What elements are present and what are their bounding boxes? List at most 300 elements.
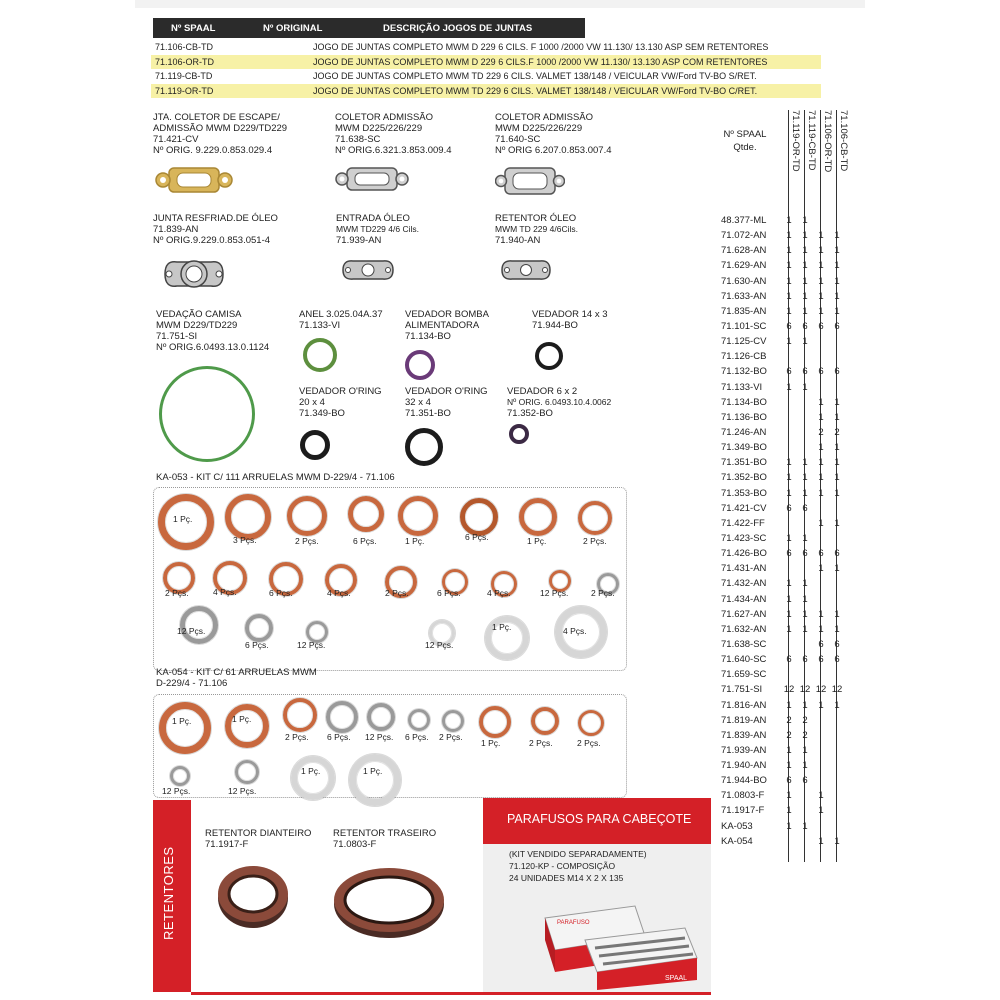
qty-cell: 2 <box>802 714 808 726</box>
code-row <box>151 69 821 84</box>
qty-row-code: 71.434-AN <box>721 593 767 605</box>
washer-qty-label: 4 Pçs. <box>327 588 351 598</box>
qty-row-code: 71.126-CB <box>721 351 767 363</box>
qty-cell: 1 <box>818 275 824 287</box>
oil-cooler-gasket-image <box>155 254 233 294</box>
qty-cell: 1 <box>802 215 808 226</box>
qty-row <box>721 774 861 789</box>
label-line: MWM D225/226/229 <box>495 123 583 134</box>
qty-cell: 1 <box>786 215 792 226</box>
qty-cell: 1 <box>786 457 792 469</box>
qty-cell: 1 <box>786 744 792 756</box>
washer-qty-label: 2 Pçs. <box>165 588 189 598</box>
qty-cell: 6 <box>818 548 824 560</box>
washer <box>460 498 498 536</box>
qty-cell: 1 <box>802 305 808 317</box>
qty-row-code: 71.426-BO <box>721 548 767 560</box>
qty-cell: 1 <box>786 336 792 348</box>
qty-cell: 12 <box>831 684 843 696</box>
qty-cell: 2 <box>802 729 808 741</box>
parafusos-text <box>509 848 647 884</box>
qty-cell: 6 <box>802 366 808 378</box>
qty-cell: 1 <box>802 245 808 257</box>
qty-row-code: 71.423-SC <box>721 532 767 544</box>
label-line: MWM TD229 4/6 Cils. <box>336 224 419 234</box>
washer <box>578 501 612 535</box>
header-spaal: Nº SPAAL <box>171 23 216 34</box>
qty-cell: 1 <box>834 275 840 287</box>
qty-row <box>721 396 861 411</box>
qty-row <box>721 547 861 562</box>
label-line: 71.134-BO <box>405 331 451 342</box>
washer <box>348 496 384 532</box>
header-description: DESCRIÇÃO JOGOS DE JUNTAS <box>383 23 533 34</box>
label-line: MWM D225/226/229 <box>335 123 423 134</box>
qty-cell: 1 <box>818 245 824 257</box>
qty-cell: 1 <box>786 578 792 590</box>
qty-cell: 1 <box>834 245 840 257</box>
qty-row-code: 71.072-AN <box>721 230 767 242</box>
qty-row-code: 71.939-AN <box>721 744 767 756</box>
washer <box>180 606 218 644</box>
code-row-code: 71.106-OR-TD <box>155 56 215 67</box>
qty-cell: 12 <box>815 684 827 696</box>
qty-cell: 1 <box>802 487 808 499</box>
retentores-bar <box>153 800 191 992</box>
code-row-code: 71.119-OR-TD <box>155 85 214 96</box>
label-line: VEDAÇÃO CAMISA <box>156 309 242 320</box>
qty-cell: 1 <box>834 230 840 242</box>
qty-row <box>721 517 861 532</box>
qty-cell: 1 <box>818 305 824 317</box>
qty-row-code: 71.349-BO <box>721 442 767 454</box>
part-ring-label <box>299 309 383 331</box>
washer <box>408 709 430 731</box>
washer <box>225 704 269 748</box>
qty-cell: 1 <box>818 487 824 499</box>
qty-cell: 1 <box>818 411 824 423</box>
qty-cell: 1 <box>802 472 808 484</box>
front-seal-image <box>215 862 291 930</box>
qty-row <box>721 335 861 350</box>
qty-row-code: 71.940-AN <box>721 760 767 772</box>
qty-cell: 6 <box>802 548 808 560</box>
qty-cell: 1 <box>786 593 792 605</box>
qty-row-code: 71.132-BO <box>721 366 767 378</box>
qty-cell: 1 <box>818 699 824 711</box>
qty-cell: 1 <box>786 623 792 635</box>
washer <box>519 498 557 536</box>
qty-cell: 1 <box>834 563 840 575</box>
label-line: COLETOR ADMISSÃO <box>495 112 594 123</box>
washer-qty-label: 12 Pçs. <box>365 732 394 742</box>
code-row-code: 71.106-CB-TD <box>155 42 214 52</box>
qty-cell: 1 <box>786 381 792 393</box>
col-head-119-cb: 71.119-CB-TD <box>806 110 817 171</box>
qty-row <box>721 759 861 774</box>
label-line: 71.421-CV <box>153 134 199 145</box>
qty-row-code: 71.246-AN <box>721 426 767 438</box>
qty-row <box>721 699 861 714</box>
label-line: COLETOR ADMISSÃO <box>335 112 434 123</box>
kit1-title: KA-053 - KIT C/ 111 ARRUELAS MWM D-229/4 - 71.106 <box>156 472 395 483</box>
label-line: JTA. COLETOR DE ESCAPE/ <box>153 112 280 123</box>
qty-cell: 12 <box>783 684 795 696</box>
col-head-119-or: 71.119-OR-TD <box>790 110 801 172</box>
qty-cell: 1 <box>802 290 808 302</box>
washer-qty-label: 1 Pç. <box>405 536 425 546</box>
qty-cell: 1 <box>786 245 792 257</box>
part-seal-6x2-label <box>507 386 611 419</box>
label-line: 71.638-SC <box>335 134 381 145</box>
qty-row <box>721 426 861 441</box>
qty-row <box>721 381 861 396</box>
seal-6x2-image <box>509 424 529 444</box>
part-liner-seal-label <box>156 309 269 353</box>
box-label: PARAFUSO <box>557 920 590 926</box>
qty-cell: 1 <box>786 699 792 711</box>
washer-qty-label: 1 Pç. <box>527 536 547 546</box>
qty-cell: 6 <box>818 366 824 378</box>
qty-row-code: 71.633-AN <box>721 290 767 302</box>
qty-cell: 6 <box>818 638 824 650</box>
qty-cell: 6 <box>786 775 792 787</box>
washer-qty-label: 2 Pçs. <box>385 588 409 598</box>
washer <box>442 710 464 732</box>
liner-seal-ring <box>159 366 255 462</box>
washer-qty-label: 1 Pç. <box>232 714 252 724</box>
qty-row <box>721 244 861 259</box>
washer-qty-label: 1 Pç. <box>173 514 193 524</box>
label-line: 24 UNIDADES M14 X 2 X 135 <box>509 873 624 883</box>
washer <box>245 614 273 642</box>
qty-row-code: 71.422-FF <box>721 517 765 529</box>
qty-row-code: 71.835-AN <box>721 305 767 317</box>
qty-cell: 1 <box>802 608 808 620</box>
exhaust-gasket-image <box>155 165 233 195</box>
qty-cell: 2 <box>786 714 792 726</box>
qty-row <box>721 804 861 819</box>
header-original: Nº ORIGINAL <box>263 23 323 34</box>
label-line: ALIMENTADORA <box>405 320 480 331</box>
qty-cell: 1 <box>818 230 824 242</box>
washer-qty-label: 2 Pçs. <box>529 738 553 748</box>
code-row-desc: JOGO DE JUNTAS COMPLETO MWM D 229 6 CILS. F 1000 /2000 VW 11.130/ 13.130 ASP SEM RETENTORES <box>313 42 769 52</box>
qty-row <box>721 653 861 668</box>
qty-row <box>721 229 861 244</box>
qty-cell: 1 <box>802 699 808 711</box>
qty-row-code: 71.819-AN <box>721 714 767 726</box>
table-header <box>153 18 585 38</box>
qty-cell: 1 <box>786 805 792 817</box>
label-line: Nº ORIG.6.0493.13.0.1124 <box>156 342 270 353</box>
label-line: KA-054 - KIT C/ 61 ARRUELAS MWM <box>156 667 317 678</box>
qty-row <box>721 562 861 577</box>
qty-row-code: 71.134-BO <box>721 396 767 408</box>
qty-row <box>721 350 861 365</box>
qty-cell: 1 <box>818 517 824 529</box>
rear-seal-image <box>331 862 447 940</box>
qty-cell: 1 <box>802 336 808 348</box>
qty-row-code: 71.421-CV <box>721 502 767 514</box>
qty-cell: 1 <box>818 457 824 469</box>
qty-row-code: 48.377-ML <box>721 215 767 226</box>
qty-cell: 2 <box>834 426 840 438</box>
col-head-106-cb: 71.106-CB-TD <box>838 110 849 172</box>
qty-row <box>721 320 861 335</box>
qty-cell: 1 <box>818 290 824 302</box>
qty-row-code: 71.816-AN <box>721 699 767 711</box>
washer-qty-label: 6 Pçs. <box>353 536 377 546</box>
label-line: 71.120-KP - COMPOSIÇÃO <box>509 861 616 871</box>
qty-cell: 6 <box>802 502 808 514</box>
qty-cell: 1 <box>786 487 792 499</box>
front-seal-label <box>205 828 311 850</box>
label-line: JUNTA RESFRIAD.DE ÓLEO <box>153 213 278 224</box>
qty-cell: 1 <box>786 760 792 772</box>
qty-row-code: 71.136-BO <box>721 411 767 423</box>
part-oil-retainer-label <box>495 213 578 246</box>
washer-qty-label: 1 Pç. <box>301 766 321 776</box>
label-line: 71.944-BO <box>532 320 578 331</box>
code-row-desc: JOGO DE JUNTAS COMPLETO MWM TD 229 6 CILS. VALMET 138/148 / VEICULAR VW/Ford TV-BO C/RET. <box>313 85 758 96</box>
qty-cell: 1 <box>834 411 840 423</box>
qty-cell: 1 <box>818 260 824 272</box>
label-line: VEDADOR O'RING <box>299 386 382 397</box>
washer-qty-label: 2 Pçs. <box>591 588 615 598</box>
intake-640-gasket-image <box>495 164 565 198</box>
col-head-106-or: 71.106-OR-TD <box>822 110 833 173</box>
part-exhaust-gasket-label <box>153 112 287 156</box>
qty-cell: 12 <box>799 684 811 696</box>
washer-qty-label: 12 Pçs. <box>425 640 454 650</box>
qty-row-code: KA-053 <box>721 820 753 832</box>
qty-cell: 1 <box>834 487 840 499</box>
label-line: 32 x 4 <box>405 397 431 408</box>
label-line: ENTRADA ÓLEO <box>336 213 410 224</box>
qty-row-code: 71.751-SI <box>721 684 763 696</box>
label-line: Nº ORIG. 6.0493.10.4.0062 <box>507 397 612 407</box>
washer-qty-label: 1 Pç. <box>363 766 383 776</box>
label-line: VEDADOR 6 x 2 <box>507 386 578 397</box>
washer-qty-label: 2 Pçs. <box>583 536 607 546</box>
qty-cell: 6 <box>786 548 792 560</box>
qty-row <box>721 275 861 290</box>
parafusos-title: PARAFUSOS PARA CABEÇOTE <box>507 812 692 826</box>
qty-cell: 1 <box>818 790 824 802</box>
qty-row-code: 71.353-BO <box>721 487 767 499</box>
qty-cell: 1 <box>834 699 840 711</box>
qty-cell: 1 <box>802 260 808 272</box>
qty-cell: 1 <box>786 275 792 287</box>
qty-row <box>721 502 861 517</box>
qty-cell: 1 <box>818 442 824 454</box>
top-strip <box>135 0 865 8</box>
washer-qty-label: 2 Pçs. <box>577 738 601 748</box>
qty-row-code: 71.628-AN <box>721 245 767 257</box>
label-line: 71.1917-F <box>205 839 249 850</box>
label-line: Nº ORIG.9.229.0.853.051-4 <box>153 235 271 246</box>
washer-qty-label: 12 Pçs. <box>297 640 326 650</box>
qty-cell: 1 <box>802 744 808 756</box>
qty-cell: 1 <box>786 820 792 832</box>
qty-cell: 1 <box>818 623 824 635</box>
part-intake-638-label <box>335 112 452 156</box>
qty-row <box>721 623 861 638</box>
qty-cell: 1 <box>834 623 840 635</box>
qty-row <box>721 365 861 380</box>
washer <box>578 710 604 736</box>
seal-14x3-image <box>535 342 563 370</box>
label-line: VEDADOR BOMBA <box>405 309 489 320</box>
code-row <box>151 84 821 99</box>
qty-row <box>721 608 861 623</box>
brand-label: SPAAL <box>665 975 688 982</box>
part-oil-cooler-label <box>153 213 278 246</box>
code-row <box>151 55 821 70</box>
label-line: RETENTOR DIANTEIRO <box>205 828 312 839</box>
qty-row <box>721 259 861 274</box>
qty-cell: 6 <box>802 654 808 666</box>
washer-qty-label: 6 Pçs. <box>245 640 269 650</box>
qty-cell: 1 <box>802 275 808 287</box>
washer <box>398 496 438 536</box>
qty-row <box>721 456 861 471</box>
label-line: 71.0803-F <box>333 839 377 850</box>
qty-row-code: 71.0803-F <box>721 790 765 802</box>
washer-qty-label: 12 Pçs. <box>540 588 569 598</box>
qty-row-code: 71.640-SC <box>721 654 767 666</box>
parafusos-header <box>483 798 711 844</box>
label-line: RETENTOR TRASEIRO <box>333 828 437 839</box>
qty-cell: 1 <box>786 532 792 544</box>
qty-cell: 1 <box>786 290 792 302</box>
qty-cell: 1 <box>834 442 840 454</box>
qty-cell: 1 <box>834 517 840 529</box>
qty-table-header <box>715 128 775 154</box>
qty-row-code: 71.839-AN <box>721 729 767 741</box>
label-line: (KIT VENDIDO SEPARADAMENTE) <box>509 849 647 859</box>
qty-cell: 1 <box>786 230 792 242</box>
qty-row <box>721 577 861 592</box>
label-line: 71.349-BO <box>299 408 345 419</box>
qty-row <box>721 820 861 835</box>
qty-row-code: 71.627-AN <box>721 608 767 620</box>
label-line: ADMISSÃO MWM D229/TD229 <box>153 123 288 134</box>
washer <box>225 494 271 540</box>
qty-cell: 1 <box>834 835 840 847</box>
washer <box>291 756 335 800</box>
qty-cell: 1 <box>818 563 824 575</box>
label-line: 71.133-VI <box>299 320 341 331</box>
qty-row <box>721 729 861 744</box>
washer <box>287 496 327 536</box>
qty-row-code: 71.630-AN <box>721 275 767 287</box>
ring-image <box>303 338 337 372</box>
qty-cell: 6 <box>834 320 840 332</box>
qty-row-code: 71.431-AN <box>721 563 767 575</box>
label-line: 71.839-AN <box>153 224 199 235</box>
qty-cell: 6 <box>818 320 824 332</box>
part-oring-32x4-label <box>405 386 488 419</box>
qty-row-code: KA-054 <box>721 835 753 847</box>
retentores-title: RETENTORES <box>161 846 176 940</box>
washer <box>326 701 358 733</box>
washer-qty-label: 2 Pçs. <box>439 732 463 742</box>
qty-cell: 1 <box>834 260 840 272</box>
bolt-boxes-image <box>525 898 707 990</box>
label-line: Nº ORIG.6.321.3.853.009.4 <box>335 145 452 156</box>
label-line: Nº ORIG 6.207.0.853.007.4 <box>495 145 612 156</box>
qty-cell: 1 <box>834 457 840 469</box>
oring-20x4-image <box>300 430 330 460</box>
qty-cell: 2 <box>818 426 824 438</box>
label-line: 71.751-SI <box>156 331 198 342</box>
qty-row <box>721 214 861 229</box>
label-line: 71.351-BO <box>405 408 451 419</box>
label-line: 71.640-SC <box>495 134 541 145</box>
qty-row-code: 71.101-SC <box>721 320 767 332</box>
qty-row <box>721 305 861 320</box>
washer-qty-label: 1 Pç. <box>492 622 512 632</box>
qty-row-code: 71.125-CV <box>721 336 767 348</box>
qty-cell: 1 <box>834 305 840 317</box>
part-seal-14x3-label <box>532 309 608 331</box>
qty-cell: 6 <box>802 775 808 787</box>
qty-row-code: 71.352-BO <box>721 472 767 484</box>
washer <box>283 698 317 732</box>
washer <box>235 760 259 784</box>
qty-cell: 6 <box>786 502 792 514</box>
qty-cell: 1 <box>818 805 824 817</box>
code-row <box>151 40 821 55</box>
label-line: ANEL 3.025.04A.37 <box>299 309 383 320</box>
oring-32x4-image <box>405 428 443 466</box>
qty-cell: 1 <box>802 532 808 544</box>
qty-row-code: 71.351-BO <box>721 457 767 469</box>
label-line: MWM D229/TD229 <box>156 320 238 331</box>
qty-cell: 1 <box>802 820 808 832</box>
code-row-desc: JOGO DE JUNTAS COMPLETO MWM D 229 6 CILS.F 1000 /2000 VW 11.130/ 13.130 ASP COM RETENTORES <box>313 56 768 67</box>
qty-row <box>721 290 861 305</box>
washer-qty-label: 6 Pçs. <box>465 532 489 542</box>
qty-row <box>721 744 861 759</box>
washer-qty-label: 4 Pçs. <box>563 626 587 636</box>
washer <box>170 766 190 786</box>
qty-cell: 1 <box>786 305 792 317</box>
qty-cell: 6 <box>834 638 840 650</box>
qty-row <box>721 532 861 547</box>
label-line: RETENTOR ÓLEO <box>495 213 577 224</box>
qty-cell: 1 <box>802 457 808 469</box>
qty-cell: 6 <box>786 366 792 378</box>
qty-cell: 6 <box>834 654 840 666</box>
label-line: 71.352-BO <box>507 408 553 419</box>
qty-cell: 6 <box>786 320 792 332</box>
qty-cell: 1 <box>818 396 824 408</box>
washer <box>349 754 401 806</box>
washer-qty-label: 6 Pçs. <box>269 588 293 598</box>
code-row-desc: JOGO DE JUNTAS COMPLETO MWM TD 229 6 CILS. VALMET 138/148 / VEICULAR VW/Ford TV-BO S/RET. <box>313 71 757 81</box>
qty-cell: 1 <box>802 230 808 242</box>
qty-row-code: 71.659-SC <box>721 669 767 681</box>
qty-cell: 1 <box>802 578 808 590</box>
qty-row <box>721 411 861 426</box>
qty-cell: 1 <box>802 760 808 772</box>
washer-qty-label: 4 Pçs. <box>487 588 511 598</box>
washer-qty-label: 6 Pçs. <box>405 732 429 742</box>
washer <box>479 706 511 738</box>
